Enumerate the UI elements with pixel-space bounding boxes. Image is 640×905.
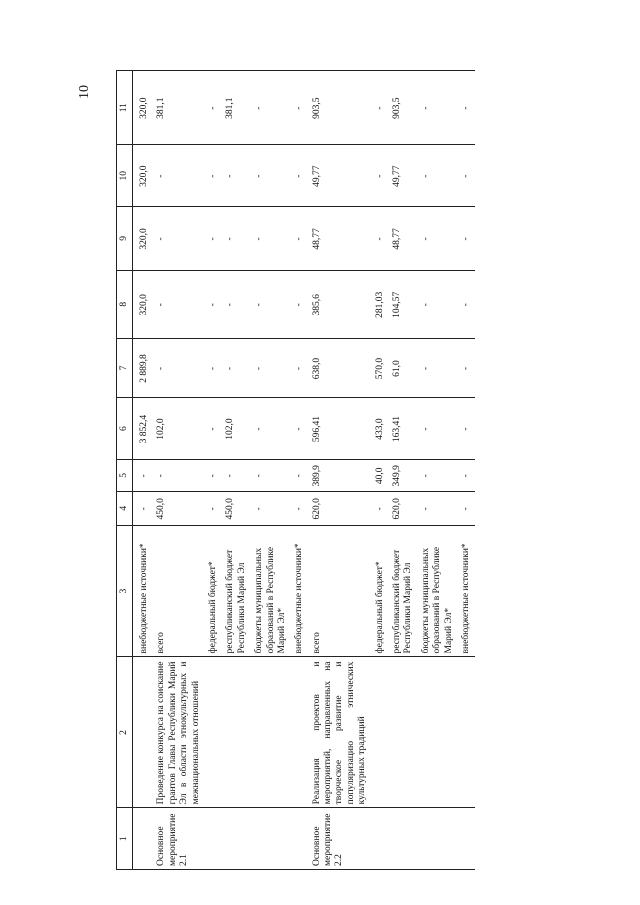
table-row: [458, 71, 475, 870]
event-code-cell: [389, 808, 418, 870]
value-cell: 389,9: [309, 459, 372, 491]
value-cell: 320,0: [133, 270, 154, 338]
value-cell: 620,0: [309, 491, 372, 525]
value-cell: -: [418, 338, 458, 398]
value-cell: -: [205, 491, 222, 525]
table-row: [205, 71, 222, 870]
event-name-cell: [458, 657, 475, 808]
value-cell: -: [458, 398, 475, 460]
value-cell: -: [291, 398, 308, 460]
source-cell: республиканский бюджет Республики Марий Эл: [222, 525, 251, 657]
value-cell: -: [153, 145, 205, 207]
event-code-cell: Основное мероприятие 2.1: [153, 808, 205, 870]
event-code-cell: [133, 808, 154, 870]
value-cell: -: [133, 459, 154, 491]
source-cell: федеральный бюджет*: [205, 525, 222, 657]
value-cell: 49,77: [309, 145, 372, 207]
source-cell: республиканский бюджет Республики Марий Эл: [389, 525, 418, 657]
value-cell: 320,0: [133, 207, 154, 271]
table-body: [133, 71, 476, 870]
value-cell: -: [251, 338, 291, 398]
value-cell: -: [291, 145, 308, 207]
financing-table: [116, 70, 475, 870]
source-cell: всего: [153, 525, 205, 657]
table-row: [372, 71, 389, 870]
value-cell: -: [205, 207, 222, 271]
table-row: [251, 71, 291, 870]
header-row: [117, 71, 133, 870]
value-cell: -: [418, 270, 458, 338]
value-cell: -: [458, 71, 475, 145]
value-cell: 381,1: [222, 71, 251, 145]
value-cell: 596,41: [309, 398, 372, 460]
value-cell: -: [372, 491, 389, 525]
value-cell: -: [133, 491, 154, 525]
value-cell: -: [205, 398, 222, 460]
source-cell: внебюджетные источники*: [291, 525, 308, 657]
source-cell: бюджеты муниципальных образований в Республике Марий Эл*: [418, 525, 458, 657]
header-cell: 1: [117, 808, 133, 870]
value-cell: 48,77: [309, 207, 372, 271]
value-cell: -: [291, 207, 308, 271]
event-name-cell: [222, 657, 251, 808]
value-cell: -: [222, 270, 251, 338]
value-cell: -: [418, 491, 458, 525]
value-cell: 281,03: [372, 270, 389, 338]
value-cell: -: [458, 145, 475, 207]
page-number: 10: [77, 85, 92, 99]
value-cell: -: [222, 338, 251, 398]
table-row: [418, 71, 458, 870]
value-cell: 102,0: [222, 398, 251, 460]
header-cell: 2: [117, 657, 133, 808]
event-code-cell: [458, 808, 475, 870]
value-cell: -: [291, 491, 308, 525]
value-cell: 104,57: [389, 270, 418, 338]
value-cell: -: [372, 71, 389, 145]
value-cell: 48,77: [389, 207, 418, 271]
table-row: [389, 71, 418, 870]
value-cell: -: [222, 207, 251, 271]
event-name-cell: [133, 657, 154, 808]
value-cell: -: [205, 71, 222, 145]
event-code-cell: [222, 808, 251, 870]
value-cell: -: [458, 270, 475, 338]
value-cell: -: [251, 207, 291, 271]
value-cell: 450,0: [222, 491, 251, 525]
value-cell: -: [291, 71, 308, 145]
header-cell: 3: [117, 525, 133, 657]
value-cell: 163,41: [389, 398, 418, 460]
source-cell: внебюджетные источники*: [458, 525, 475, 657]
value-cell: -: [153, 207, 205, 271]
source-cell: федеральный бюджет*: [372, 525, 389, 657]
value-cell: 450,0: [153, 491, 205, 525]
value-cell: -: [291, 270, 308, 338]
value-cell: 638,0: [309, 338, 372, 398]
event-name-cell: [251, 657, 291, 808]
value-cell: -: [418, 71, 458, 145]
source-cell: всего: [309, 525, 372, 657]
event-code-cell: [291, 808, 308, 870]
value-cell: -: [458, 491, 475, 525]
table-row: [222, 71, 251, 870]
table-row: [153, 71, 205, 870]
header-cell: 6: [117, 398, 133, 460]
value-cell: -: [251, 71, 291, 145]
value-cell: -: [205, 145, 222, 207]
value-cell: -: [222, 145, 251, 207]
rotated-page: [116, 70, 640, 870]
event-name-cell: [389, 657, 418, 808]
event-code-cell: [372, 808, 389, 870]
value-cell: -: [372, 145, 389, 207]
header-cell: 10: [117, 145, 133, 207]
event-name-cell: [372, 657, 389, 808]
event-name-cell: [418, 657, 458, 808]
value-cell: 381,1: [153, 71, 205, 145]
table-row: [133, 71, 154, 870]
header-cell: 11: [117, 71, 133, 145]
value-cell: 385,6: [309, 270, 372, 338]
event-code-cell: [418, 808, 458, 870]
header-cell: 8: [117, 270, 133, 338]
value-cell: -: [251, 398, 291, 460]
value-cell: -: [418, 145, 458, 207]
value-cell: 349,9: [389, 459, 418, 491]
header-cell: 4: [117, 491, 133, 525]
header-cell: 5: [117, 459, 133, 491]
value-cell: 320,0: [133, 71, 154, 145]
value-cell: 3 852,4: [133, 398, 154, 460]
value-cell: -: [251, 270, 291, 338]
value-cell: -: [251, 459, 291, 491]
value-cell: 570,0: [372, 338, 389, 398]
value-cell: -: [251, 491, 291, 525]
event-code-cell: Основное мероприятие 2.2: [309, 808, 372, 870]
value-cell: 320,0: [133, 145, 154, 207]
value-cell: -: [205, 338, 222, 398]
value-cell: 102,0: [153, 398, 205, 460]
header-cell: 7: [117, 338, 133, 398]
value-cell: -: [291, 459, 308, 491]
value-cell: -: [418, 398, 458, 460]
value-cell: -: [153, 459, 205, 491]
value-cell: -: [222, 459, 251, 491]
value-cell: -: [458, 338, 475, 398]
value-cell: -: [372, 207, 389, 271]
event-code-cell: [251, 808, 291, 870]
table-row: [291, 71, 308, 870]
value-cell: 61,0: [389, 338, 418, 398]
value-cell: 2 889,8: [133, 338, 154, 398]
value-cell: -: [205, 270, 222, 338]
event-name-cell: [205, 657, 222, 808]
value-cell: 620,0: [389, 491, 418, 525]
value-cell: -: [251, 145, 291, 207]
value-cell: -: [205, 459, 222, 491]
event-name-cell: Проведение конкурса на соискание грантов Главы Республики Марий Эл в области этнокультурных и межнациональных отношений: [153, 657, 205, 808]
value-cell: 433,0: [372, 398, 389, 460]
value-cell: -: [418, 459, 458, 491]
source-cell: бюджеты муниципальных образований в Республике Марий Эл*: [251, 525, 291, 657]
event-code-cell: [205, 808, 222, 870]
value-cell: -: [153, 338, 205, 398]
value-cell: -: [458, 207, 475, 271]
value-cell: 903,5: [389, 71, 418, 145]
value-cell: 40,0: [372, 459, 389, 491]
value-cell: 49,77: [389, 145, 418, 207]
value-cell: -: [291, 338, 308, 398]
value-cell: -: [418, 207, 458, 271]
value-cell: 903,5: [309, 71, 372, 145]
source-cell: внебюджетные источники*: [133, 525, 154, 657]
event-name-cell: Реализация проектов и мероприятий, направленных на творческое развитие и популяризацию этнических культурных традиций: [309, 657, 372, 808]
table-row: [309, 71, 372, 870]
header-cell: 9: [117, 207, 133, 271]
value-cell: -: [153, 270, 205, 338]
value-cell: -: [458, 459, 475, 491]
event-name-cell: [291, 657, 308, 808]
